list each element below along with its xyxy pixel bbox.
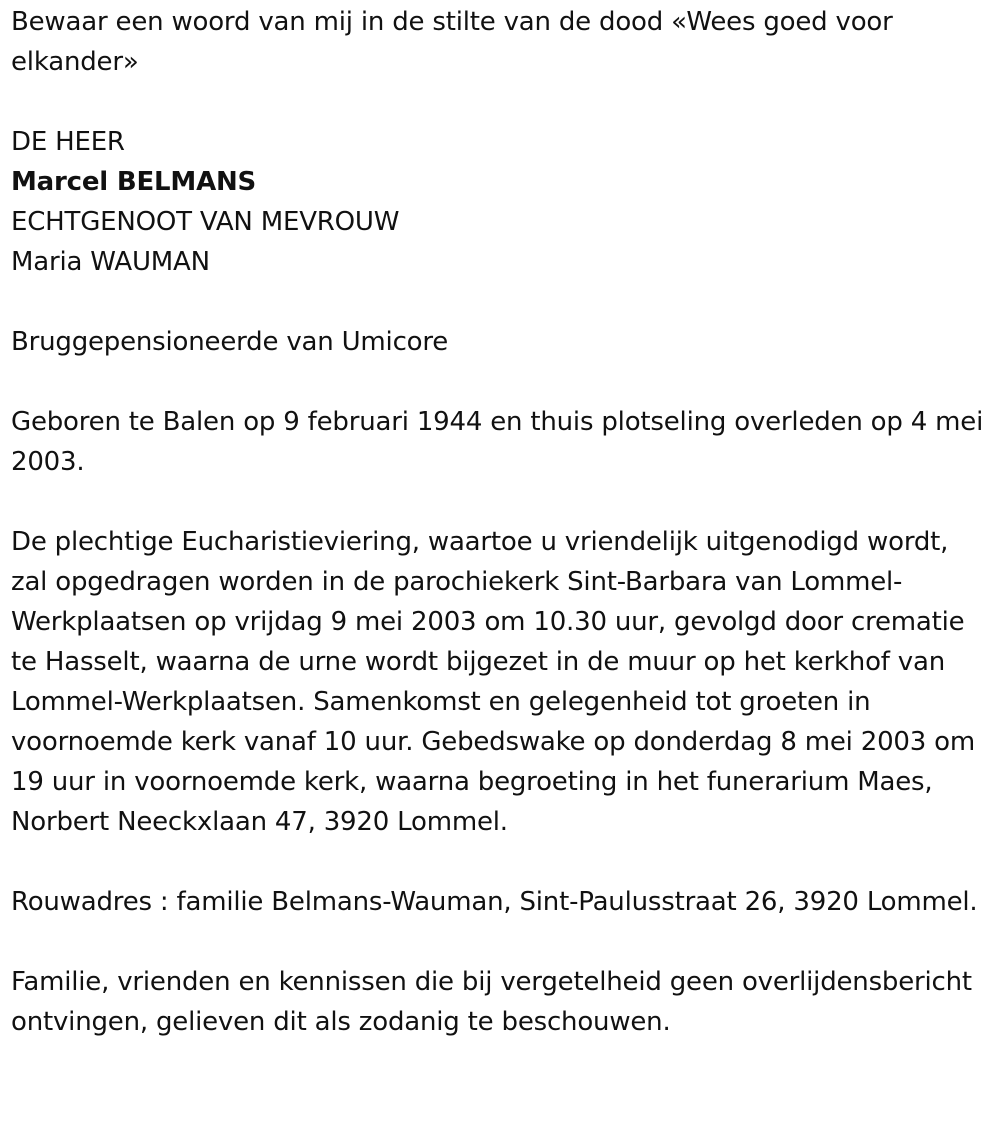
- spacer: [11, 922, 991, 962]
- spacer: [11, 482, 991, 522]
- honorific-title: DE HEER: [11, 127, 125, 157]
- obituary-notice: [11, 2, 991, 1042]
- spacer: [11, 842, 991, 882]
- spacer: [11, 282, 991, 322]
- closing-paragraph: Familie, vrienden en kennissen die bij vergetelheid geen overlijdensbericht ontvingen, gelieven dit als zodanig te beschouwen.: [11, 967, 972, 1037]
- relation-line: ECHTGENOOT VAN MEVROUW: [11, 207, 400, 237]
- birth-death-paragraph: Geboren te Balen op 9 februari 1944 en thuis plotseling overleden op 4 mei 2003.: [11, 407, 984, 477]
- spacer: [11, 82, 991, 122]
- mourning-address: Rouwadres : familie Belmans-Wauman, Sint-Paulusstraat 26, 3920 Lommel.: [11, 887, 978, 917]
- occupation-line: Bruggepensioneerde van Umicore: [11, 327, 449, 357]
- spouse-name: Maria WAUMAN: [11, 247, 210, 277]
- ceremony-paragraph: De plechtige Eucharistieviering, waartoe u vriendelijk uitgenodigd wordt, zal opgedragen worden in de parochiekerk Sint-Barbara van Lommel-Werkplaatsen op vrijdag 9 mei 2003 om 10.30 uur, gevolgd door crematie te Hasselt, waarna de urne wordt bijgezet in de muur op het kerkhof van Lommel-Werkplaatsen. Samenkomst en gelegenheid tot groeten in voornoemde kerk vanaf 10 uur. Gebedswake op donderdag 8 mei 2003 om 19 uur in voornoemde kerk, waarna begroeting in het funerarium Maes, Norbert Neeckxlaan 47, 3920 Lommel.: [11, 527, 975, 837]
- opening-quote: Bewaar een woord van mij in de stilte van de dood «Wees goed voor elkander»: [11, 7, 893, 77]
- deceased-name: Marcel BELMANS: [11, 167, 257, 197]
- spacer: [11, 362, 991, 402]
